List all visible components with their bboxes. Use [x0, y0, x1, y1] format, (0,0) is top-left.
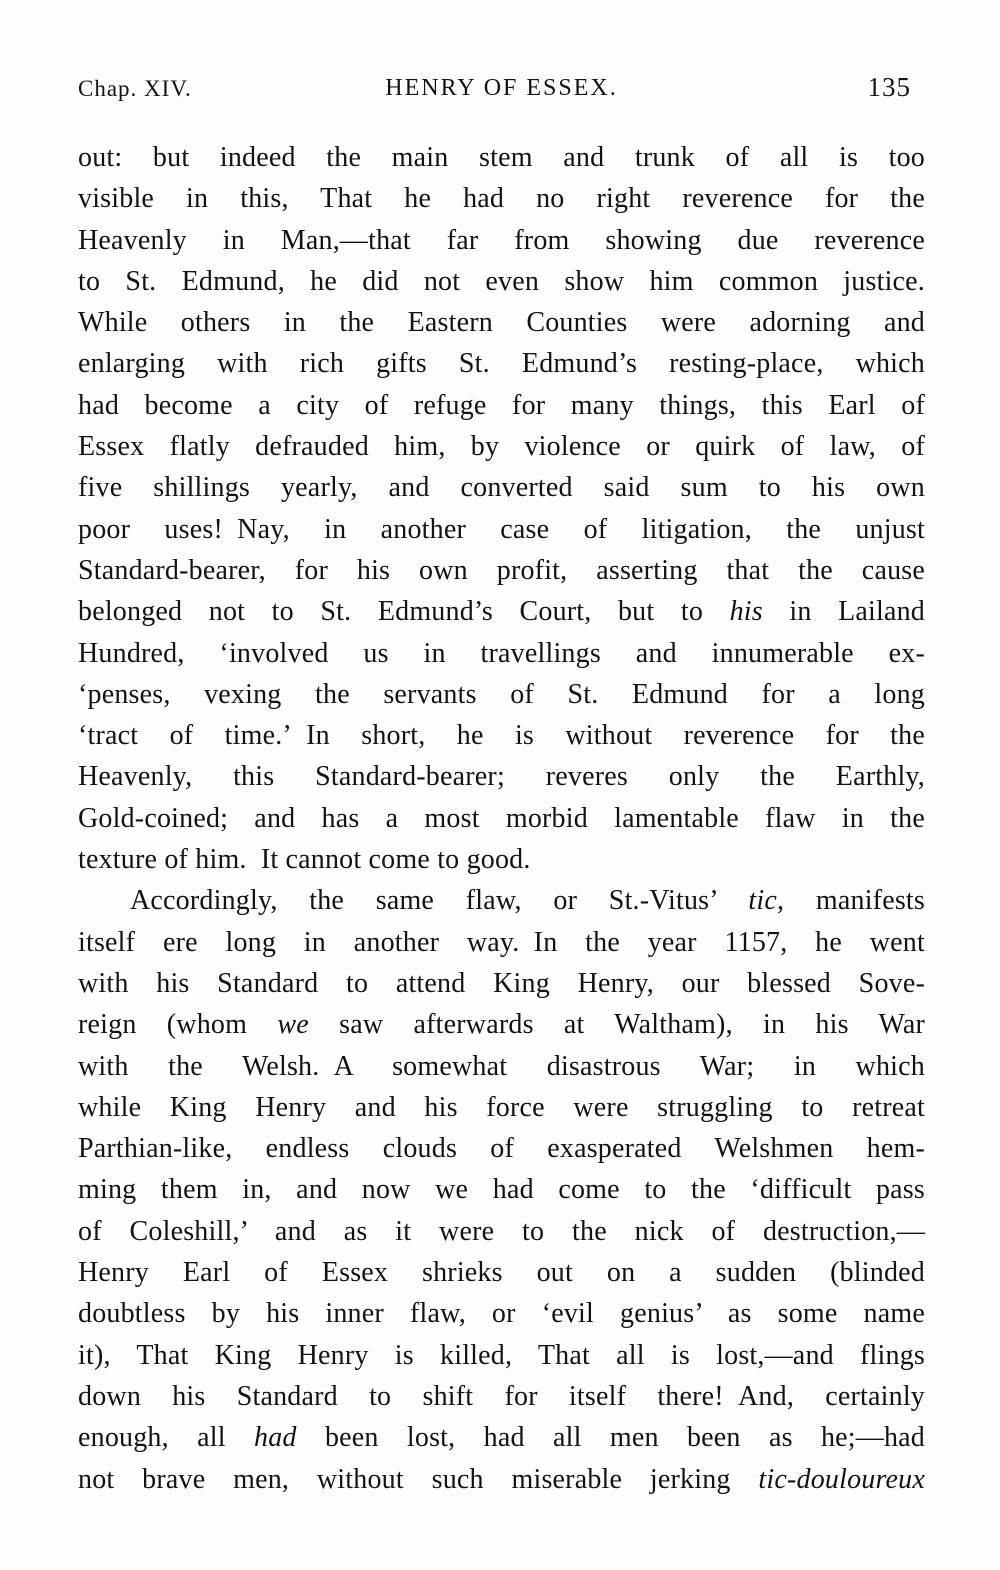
text-line [78, 839, 925, 880]
text-segment: ming them in, and now we had come to the ‘difficult pass [78, 1174, 925, 1206]
page-body [78, 137, 925, 1500]
text-segment: five shillings yearly, and converted said sum to his own [78, 472, 925, 504]
paragraph [78, 137, 925, 880]
text-line [78, 1335, 925, 1376]
text-segment: to St. Edmund, he did not even show him common justice. [78, 265, 925, 297]
text-line [78, 550, 925, 591]
text-segment: enlarging with rich gifts St. Edmund’s resting-place, which [78, 348, 925, 380]
text-line [78, 756, 925, 797]
text-segment: Essex flatly defrauded him, by violence or quirk of law, of [78, 431, 925, 463]
text-line [78, 1293, 925, 1334]
text-segment: with the Welsh. A somewhat disastrous War; in which [78, 1050, 925, 1082]
text-segment: itself ere long in another way. In the year 1157, he went [78, 926, 925, 958]
text-segment: while King Henry and his force were struggling to retreat [78, 1091, 925, 1123]
text-segment: down his Standard to shift for itself there! And, certainly [78, 1380, 925, 1412]
text-line [78, 302, 925, 343]
italic-text: we [277, 1009, 309, 1041]
text-line [78, 1128, 925, 1169]
text-segment: visible in this, That he had no right reverence for the [78, 183, 925, 215]
text-line [78, 426, 925, 467]
text-line [78, 798, 925, 839]
text-line [78, 880, 925, 921]
text-line [78, 591, 925, 632]
text-segment: , manifests [777, 885, 926, 917]
text-line [78, 261, 925, 302]
text-segment: texture of him. It cannot come to good. [78, 844, 531, 876]
text-segment: belonged not to St. Edmund’s Court, but to [78, 596, 730, 628]
paragraph [78, 880, 925, 1499]
text-segment: with his Standard to attend King Henry, our blessed Sove- [78, 967, 925, 999]
text-line [78, 963, 925, 1004]
text-segment: not brave men, without such miserable jerking [78, 1463, 759, 1495]
text-segment: Heavenly, this Standard-bearer; reveres only the Earthly, [78, 761, 925, 793]
text-segment: Standard-bearer, for his own profit, asserting that the cause [78, 554, 925, 586]
text-line [78, 509, 925, 550]
text-line [78, 1376, 925, 1417]
italic-text: tic [748, 885, 777, 917]
text-line [78, 467, 925, 508]
text-segment: Henry Earl of Essex shrieks out on a sudden (blinded [78, 1257, 925, 1289]
page-number: 135 [867, 72, 911, 102]
text-line [78, 1087, 925, 1128]
text-segment: Gold-coined; and has a most morbid lamentable flaw in the [78, 802, 925, 834]
text-segment: Accordingly, the same flaw, or St.-Vitus’ [130, 885, 749, 917]
text-segment: Heavenly in Man,—that far from showing due reverence [78, 224, 925, 256]
text-line [78, 137, 925, 178]
text-segment: While others in the Eastern Counties were adorning and [78, 307, 925, 339]
text-segment: had become a city of refuge for many things, this Earl of [78, 389, 925, 421]
text-segment: ‘penses, vexing the servants of St. Edmund for a long [78, 678, 925, 710]
text-segment: Hundred, ‘involved us in travellings and innumerable ex- [78, 637, 925, 669]
text-line [78, 343, 925, 384]
italic-text: had [254, 1422, 297, 1454]
italic-text: his [729, 596, 763, 628]
text-line [78, 715, 925, 756]
text-segment: in Lailand [762, 596, 926, 628]
text-line [78, 922, 925, 963]
text-line [78, 1046, 925, 1087]
text-line [78, 220, 925, 261]
text-line [78, 1459, 925, 1500]
text-line [78, 633, 925, 674]
text-line [78, 674, 925, 715]
text-line [78, 1004, 925, 1045]
text-line [78, 178, 925, 219]
text-segment: saw afterwards at Waltham), in his War [308, 1009, 925, 1041]
text-segment: reign (whom [78, 1009, 278, 1041]
text-line [78, 385, 925, 426]
text-segment: been lost, had all men been as he;—had [296, 1422, 925, 1454]
text-segment: enough, all [78, 1422, 255, 1454]
text-line [78, 1417, 925, 1458]
text-line [78, 1211, 925, 1252]
text-segment: doubtless by his inner flaw, or ‘evil genius’ as some name [78, 1298, 925, 1330]
text-segment: it), That King Henry is killed, That all is lost,—and flings [78, 1339, 925, 1371]
text-segment: Parthian-like, endless clouds of exasperated Welshmen hem- [78, 1133, 925, 1165]
text-segment: out: but indeed the main stem and trunk of all is too [78, 142, 925, 173]
text-line [78, 1169, 925, 1210]
text-segment: poor uses! Nay, in another case of litigation, the unjust [78, 513, 925, 545]
page-header [78, 72, 925, 108]
text-segment: of Coleshill,’ and as it were to the nick of destruction,— [78, 1215, 925, 1247]
italic-text: tic-douloureux [758, 1463, 925, 1495]
text-line [78, 1252, 925, 1293]
text-segment: ‘tract of time.’ In short, he is without reverence for the [78, 720, 925, 752]
running-title: HENRY OF ESSEX. [385, 75, 618, 101]
chapter-label: Chap. XIV. [78, 76, 192, 101]
